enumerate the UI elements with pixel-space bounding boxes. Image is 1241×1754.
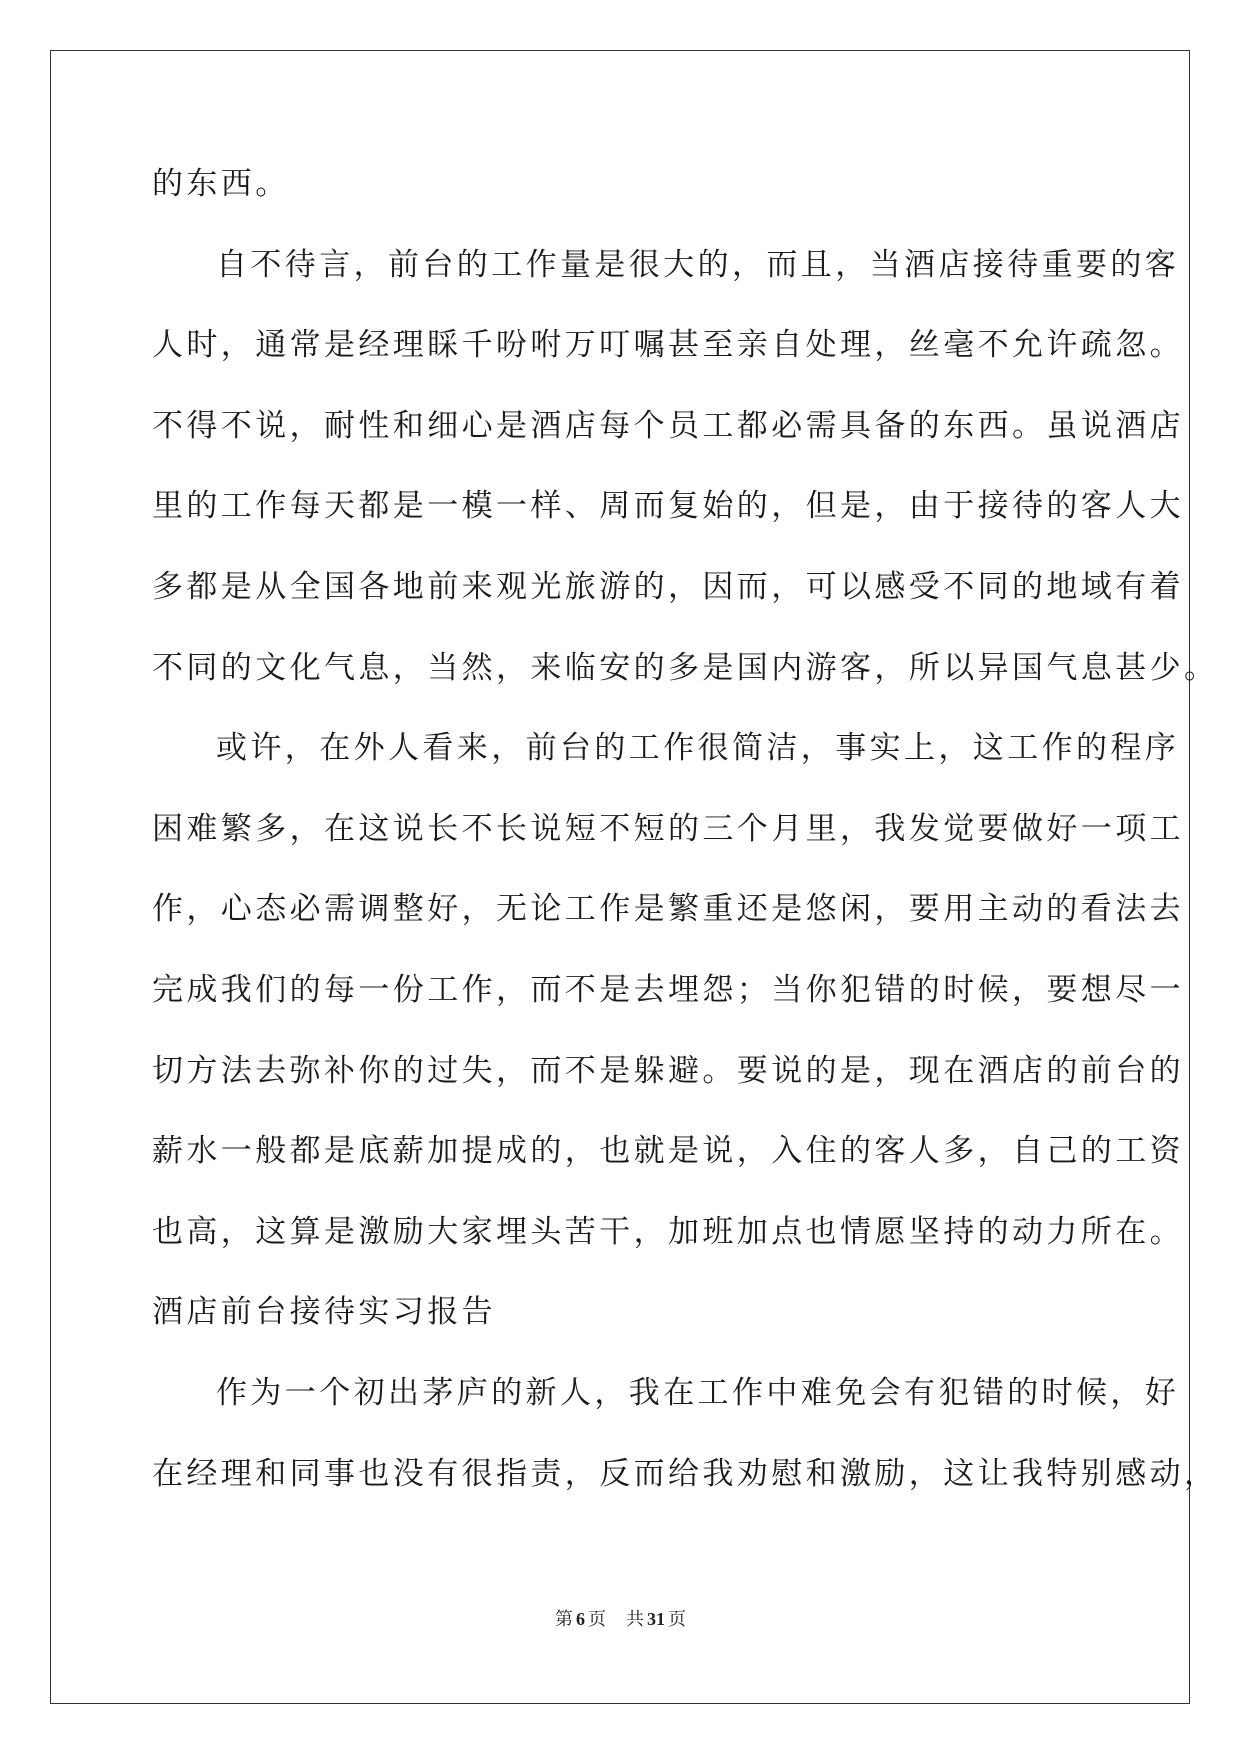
total-prefix: 共 (626, 1609, 644, 1629)
text-line: 多都是从全国各地前来观光旅游的，因而，可以感受不同的地域有着 (152, 568, 1184, 605)
text-line: 困难繁多，在这说长不长说短不短的三个月里，我发觉要做好一项工 (152, 810, 1184, 847)
text-line: 完成我们的每一份工作，而不是去埋怨；当你犯错的时候，要想尽一 (152, 971, 1184, 1008)
document-body (152, 160, 1219, 1530)
total-suffix: 页 (668, 1609, 686, 1629)
page-number: 6 (576, 1609, 585, 1629)
text-line: 不得不说，耐性和细心是酒店每个员工都必需具备的东西。虽说酒店 (152, 407, 1184, 444)
text-line: 切方法去弥补你的过失，而不是躲避。要说的是，现在酒店的前台的 (152, 1052, 1184, 1089)
section-heading: 酒店前台接待实习报告 (152, 1294, 496, 1331)
total-pages: 31 (647, 1609, 665, 1629)
text-line: 作为一个初出茅庐的新人，我在工作中难免会有犯错的时候，好 (216, 1374, 1180, 1411)
text-line: 作，心态必需调整好，无论工作是繁重还是悠闲，要用主动的看法去 (152, 891, 1184, 928)
text-line: 也高，这算是激励大家埋头苦干，加班加点也情愿坚持的动力所在。 (152, 1213, 1184, 1250)
text-line: 里的工作每天都是一模一样、周而复始的，但是，由于接待的客人大 (152, 488, 1184, 525)
text-line: 薪水一般都是底薪加提成的，也就是说，入住的客人多，自己的工资 (152, 1133, 1184, 1170)
text-line: 不同的文化气息，当然，来临安的多是国内游客，所以异国气息甚少。 (152, 649, 1219, 686)
text-line: 的东西。 (152, 166, 290, 202)
page-footer (0, 1607, 1241, 1631)
text-line: 在经理和同事也没有很指责，反而给我劝慰和激励，这让我特别感动， (152, 1455, 1219, 1492)
page-suffix: 页 (588, 1609, 606, 1629)
text-line: 人时，通常是经理睬千吩咐万叮嘱甚至亲自处理，丝毫不允许疏忽。 (152, 327, 1184, 364)
text-line: 自不待言，前台的工作量是很大的，而且，当酒店接待重要的客 (216, 246, 1180, 283)
text-line: 或许，在外人看来，前台的工作很简洁，事实上，这工作的程序 (216, 730, 1180, 767)
page-prefix: 第 (555, 1609, 573, 1629)
